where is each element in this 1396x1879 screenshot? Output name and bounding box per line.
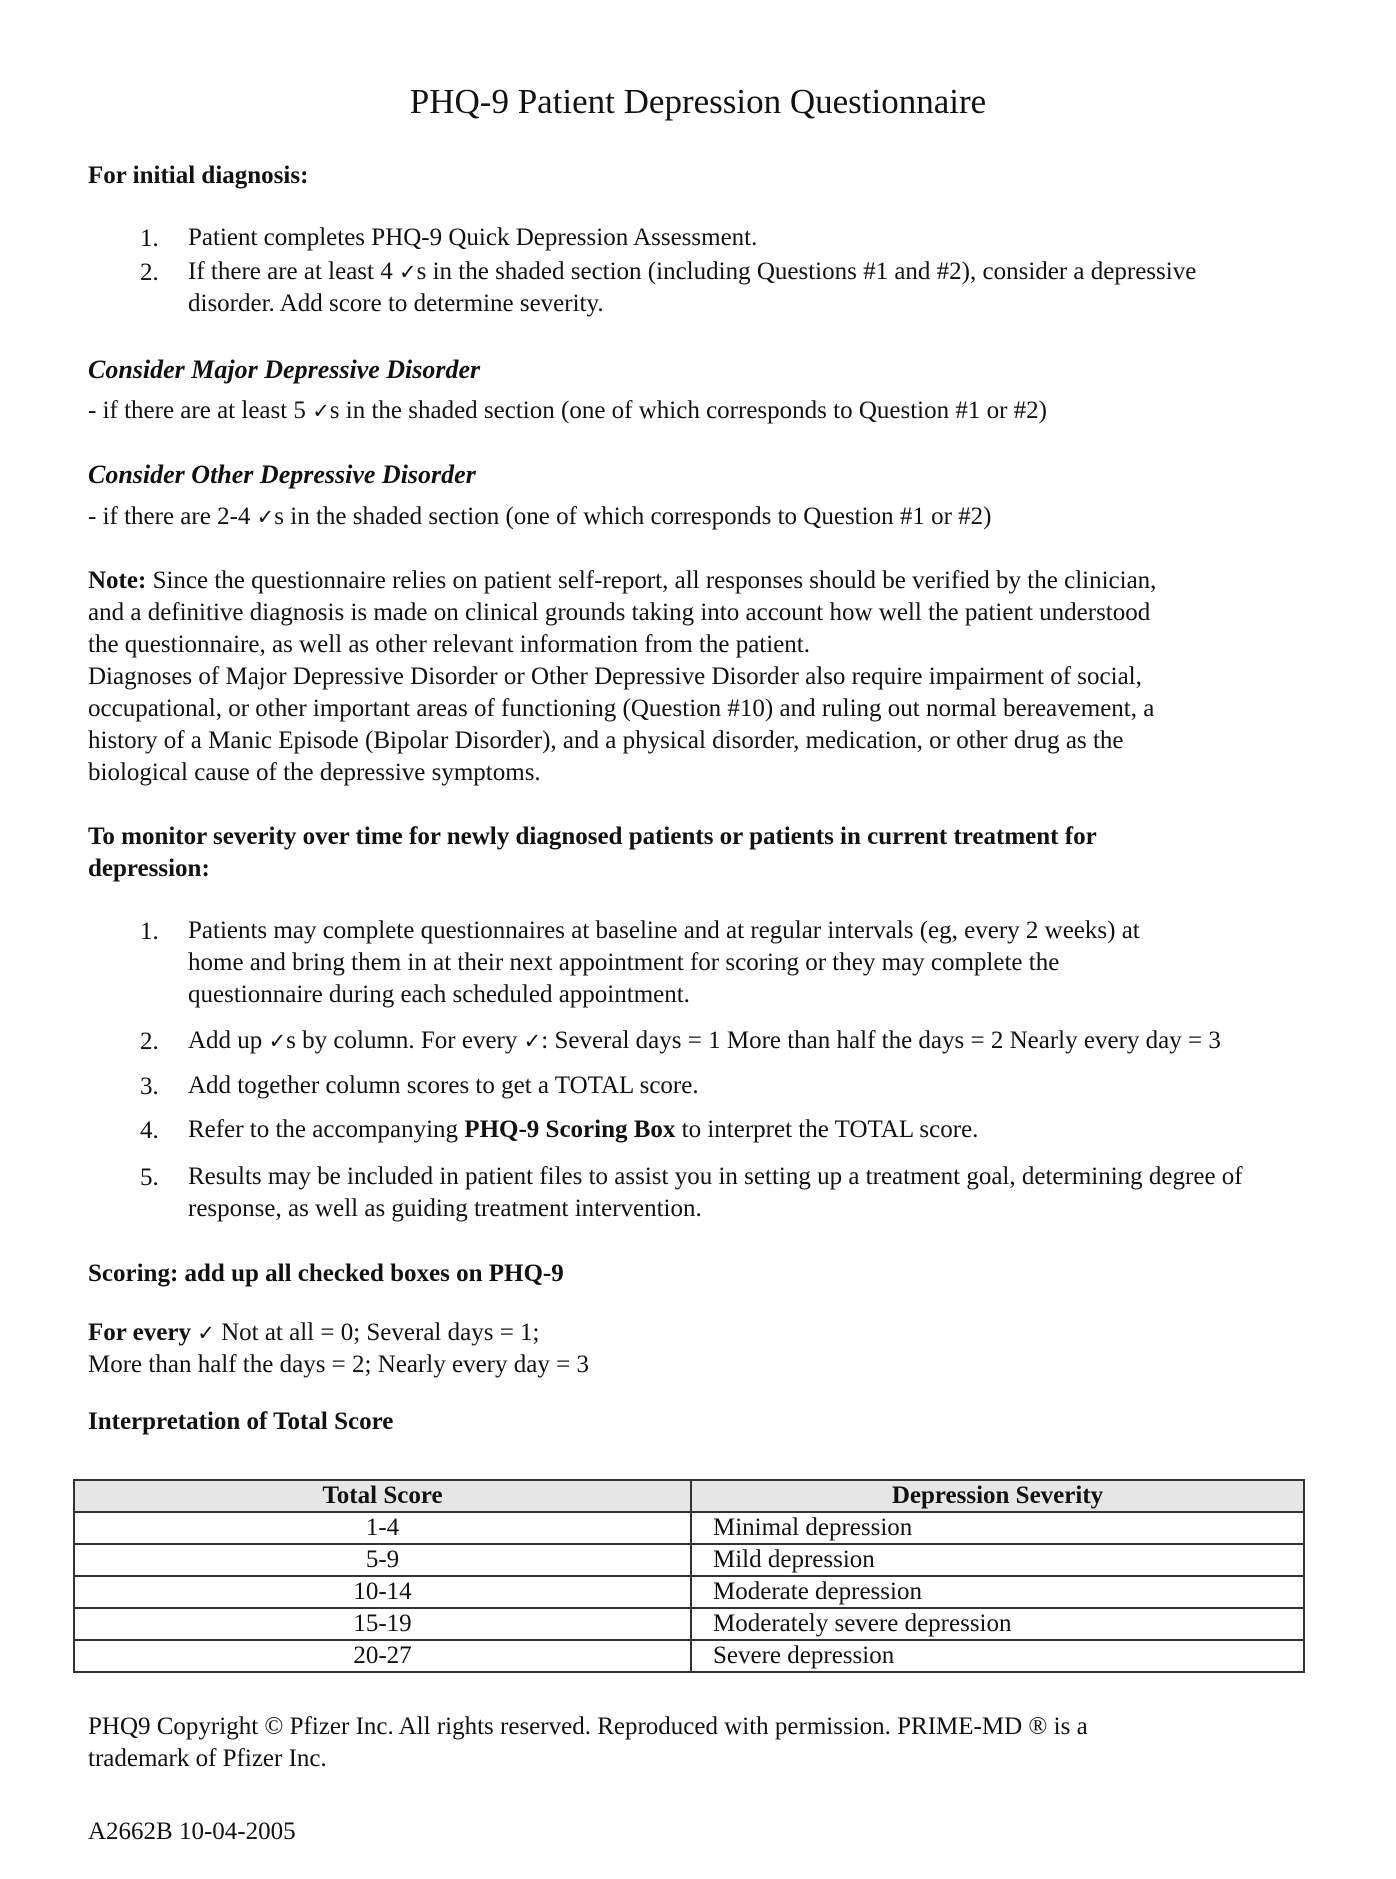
note-label: Note: xyxy=(88,567,147,594)
list-number: 3. xyxy=(140,1073,159,1100)
scoring-rule-continuation: More than half the days = 2; Nearly every day = 3 xyxy=(88,1351,589,1378)
page-title: PHQ-9 Patient Depression Questionnaire xyxy=(409,82,987,121)
list-number: 5. xyxy=(140,1164,159,1191)
checkmark-icon: ✓ xyxy=(197,1321,215,1345)
note-line: history of a Manic Episode (Bipolar Disorder), and a physical disorder, medication, or other drug as the xyxy=(88,727,1124,754)
table-header-row xyxy=(74,1480,1304,1512)
list-item: Add up ✓s by column. For every ✓: Several days = 1 More than half the days = 2 Nearly every day = 3 xyxy=(188,1027,1221,1054)
severity-cell: Mild depression xyxy=(691,1544,1304,1576)
note-line: the questionnaire, as well as other relevant information from the patient. xyxy=(88,631,810,658)
list-item-continuation: home and bring them in at their next appointment for scoring or they may complete the xyxy=(188,949,1060,976)
copyright-notice-continuation: trademark of Pfizer Inc. xyxy=(88,1745,327,1772)
table-row xyxy=(74,1544,1304,1576)
list-item: Patient completes PHQ-9 Quick Depression Assessment. xyxy=(188,224,758,251)
column-header-total-score: Total Score xyxy=(74,1480,691,1512)
scoring-rule: For every ✓ Not at all = 0; Several days = 1; xyxy=(88,1319,540,1346)
checkmark-icon: ✓ xyxy=(312,399,330,423)
severity-cell: Moderately severe depression xyxy=(691,1608,1304,1640)
list-number: 2. xyxy=(140,1028,159,1055)
document-code: A2662B 10-04-2005 xyxy=(88,1818,296,1845)
list-number: 1. xyxy=(140,225,159,252)
note-paragraph: Note: Since the questionnaire relies on patient self-report, all responses should be verified by the clinician, xyxy=(88,567,1157,594)
list-item: Patients may complete questionnaires at baseline and at regular intervals (eg, every 2 weeks) at xyxy=(188,917,1140,944)
column-header-depression-severity: Depression Severity xyxy=(691,1480,1304,1512)
copyright-notice: PHQ9 Copyright © Pfizer Inc. All rights reserved. Reproduced with permission. PRIME-MD ® is a xyxy=(88,1713,1088,1740)
table-row xyxy=(74,1608,1304,1640)
total-score-cell: 10-14 xyxy=(74,1576,691,1608)
severity-cell: Minimal depression xyxy=(691,1512,1304,1544)
other-depressive-criteria: - if there are 2-4 ✓s in the shaded section (one of which corresponds to Question #1 or #2) xyxy=(88,503,992,530)
total-score-cell: 15-19 xyxy=(74,1608,691,1640)
monitor-heading-continuation: depression: xyxy=(88,855,210,882)
total-score-cell: 20-27 xyxy=(74,1640,691,1672)
major-depressive-criteria: - if there are at least 5 ✓s in the shaded section (one of which corresponds to Question #1 or #2) xyxy=(88,397,1048,424)
table-row xyxy=(74,1640,1304,1672)
severity-cell: Severe depression xyxy=(691,1640,1304,1672)
severity-cell: Moderate depression xyxy=(691,1576,1304,1608)
note-line: biological cause of the depressive symptoms. xyxy=(88,759,541,786)
note-line: and a definitive diagnosis is made on clinical grounds taking into account how well the patient understood xyxy=(88,599,1151,626)
initial-diagnosis-heading: For initial diagnosis: xyxy=(88,162,309,189)
score-interpretation-table xyxy=(73,1479,1305,1673)
total-score-cell: 1-4 xyxy=(74,1512,691,1544)
list-number: 1. xyxy=(140,918,159,945)
interpretation-heading: Interpretation of Total Score xyxy=(88,1408,394,1435)
list-item-continuation: response, as well as guiding treatment intervention. xyxy=(188,1195,702,1222)
monitor-heading: To monitor severity over time for newly diagnosed patients or patients in current treatment for xyxy=(88,823,1097,850)
note-line: Diagnoses of Major Depressive Disorder or Other Depressive Disorder also require impairment of social, xyxy=(88,663,1142,690)
total-score-cell: 5-9 xyxy=(74,1544,691,1576)
list-item: Add together column scores to get a TOTAL score. xyxy=(188,1072,699,1099)
scoring-box-reference: PHQ-9 Scoring Box xyxy=(464,1116,676,1143)
list-number: 4. xyxy=(140,1117,159,1144)
table-row xyxy=(74,1576,1304,1608)
other-depressive-heading: Consider Other Depressive Disorder xyxy=(88,460,476,489)
checkmark-icon: ✓ xyxy=(256,505,275,529)
list-number: 2. xyxy=(140,259,159,286)
list-item-continuation: disorder. Add score to determine severity. xyxy=(188,290,604,317)
checkmark-icon: ✓ xyxy=(268,1029,287,1053)
list-item: Refer to the accompanying PHQ-9 Scoring Box to interpret the TOTAL score. xyxy=(188,1116,979,1143)
list-item-continuation: questionnaire during each scheduled appointment. xyxy=(188,981,690,1008)
checkmark-icon: ✓ xyxy=(523,1029,542,1053)
scoring-heading: Scoring: add up all checked boxes on PHQ-9 xyxy=(88,1260,564,1287)
note-line: occupational, or other important areas of functioning (Question #10) and ruling out normal bereavement, a xyxy=(88,695,1155,722)
list-item: Results may be included in patient files to assist you in setting up a treatment goal, determining degree of xyxy=(188,1163,1243,1190)
table-row xyxy=(74,1512,1304,1544)
list-item: If there are at least 4 ✓s in the shaded section (including Questions #1 and #2), consider a depressive xyxy=(188,258,1197,285)
major-depressive-heading: Consider Major Depressive Disorder xyxy=(88,355,481,384)
checkmark-icon: ✓ xyxy=(399,260,417,284)
